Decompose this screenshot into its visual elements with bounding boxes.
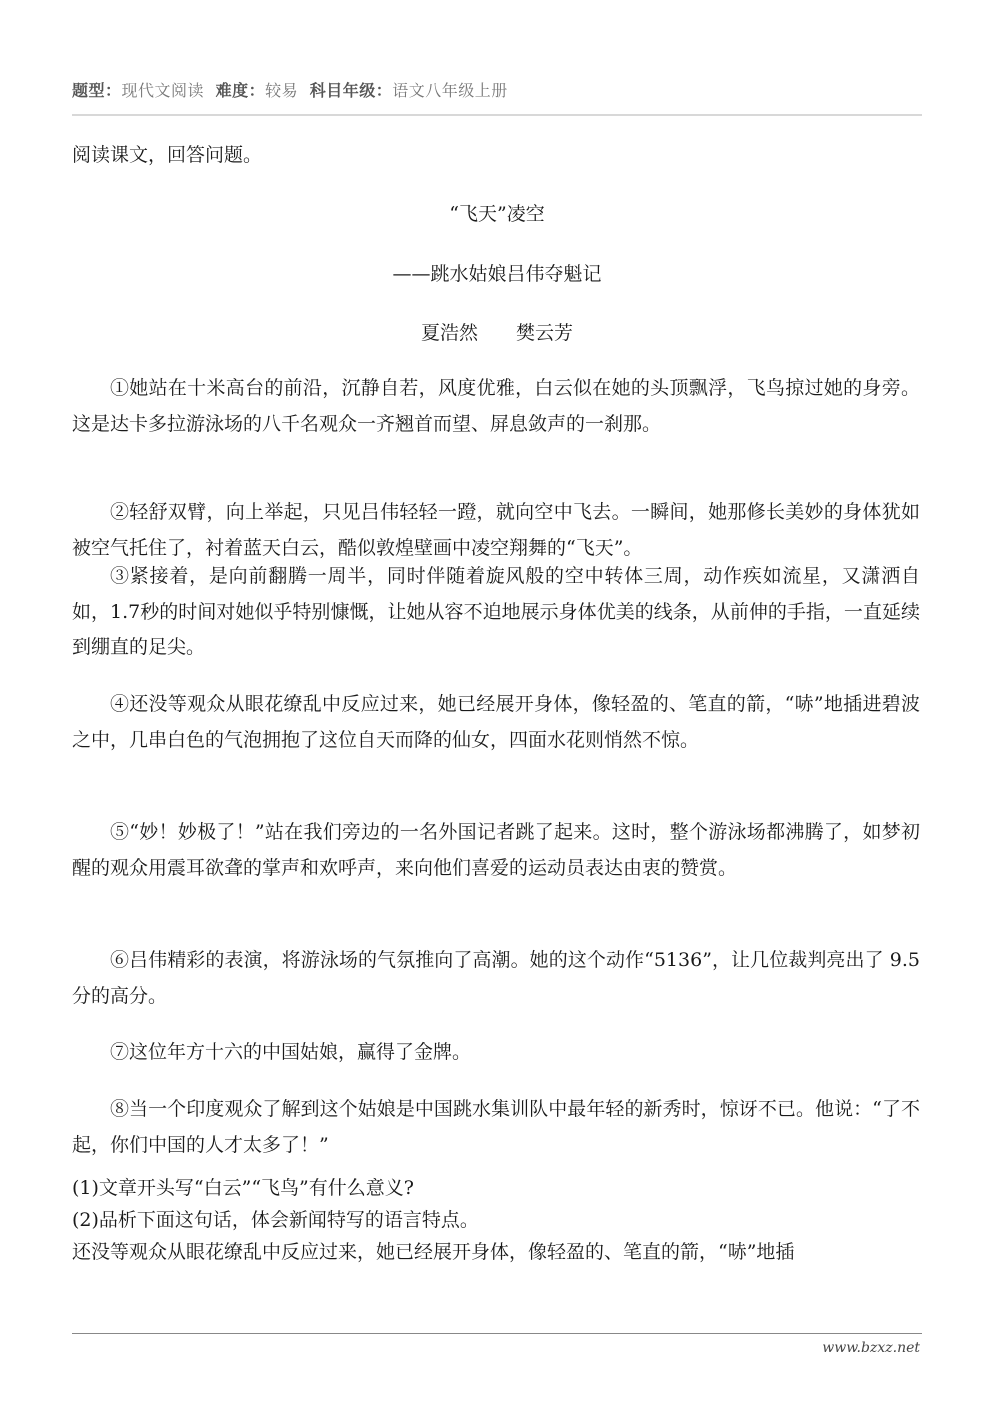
footer-watermark: www.bzxz.net bbox=[822, 1340, 920, 1356]
article-title: “飞天”凌空 bbox=[449, 203, 545, 225]
question-1: (1)文章开头写“白云”“飞鸟”有什么意义? bbox=[72, 1177, 414, 1199]
paragraph-1: ①她站在十米高台的前沿，沉静自若，风度优雅，白云似在她的头顶飘浮，飞鸟掠过她的身旁。这是达卡多拉游泳场的八千名观众一齐翘首而望、屏息敛声的一刹那。 bbox=[72, 377, 920, 435]
question-2-quote: 还没等观众从眼花缭乱中反应过来，她已经展开身体，像轻盈的、笔直的箭，“哧”地插 bbox=[72, 1241, 795, 1263]
paragraph-5: ⑤“妙！妙极了！”站在我们旁边的一名外国记者跳了起来。这时，整个游泳场都沸腾了，如梦初醒的观众用震耳欲聋的掌声和欢呼声，来向他们喜爱的运动员表达由衷的赞赏。 bbox=[72, 821, 920, 879]
difficulty-value: 较易 bbox=[265, 81, 299, 100]
paragraph-4: ④还没等观众从眼花缭乱中反应过来，她已经展开身体，像轻盈的、笔直的箭，“哧”地插进碧波之中，几串白色的气泡拥抱了这位自天而降的仙女，四面水花则悄然不惊。 bbox=[72, 693, 920, 751]
type-label: 题型： bbox=[72, 81, 122, 100]
instruction: 阅读课文，回答问题。 bbox=[72, 144, 263, 166]
question-meta bbox=[72, 78, 508, 101]
paragraph-2: ②轻舒双臂，向上举起，只见吕伟轻轻一蹬，就向空中飞去。一瞬间，她那修长美妙的身体犹如被空气托住了，衬着蓝天白云，酷似敦煌壁画中凌空翔舞的“飞天”。 bbox=[72, 501, 920, 559]
question-2: (2)品析下面这句话，体会新闻特写的语言特点。 bbox=[72, 1209, 479, 1231]
subject-label: 科目年级： bbox=[309, 81, 393, 100]
difficulty-label: 难度： bbox=[215, 81, 266, 100]
paragraph-3: ③紧接着，是向前翻腾一周半，同时伴随着旋风般的空中转体三周，动作疾如流星，又潇洒自如，1.7秒的时间对她似乎特别慷慨，让她从容不迫地展示身体优美的线条，从前伸的手指，一直延续到绷直的足尖。 bbox=[72, 565, 920, 658]
paragraph-6: ⑥吕伟精彩的表演，将游泳场的气氛推向了高潮。她的这个动作“5136”，让几位裁判亮出了 9.5分的高分。 bbox=[72, 949, 920, 1007]
footer-divider bbox=[72, 1333, 922, 1334]
paragraph-7: ⑦这位年方十六的中国姑娘，赢得了金牌。 bbox=[110, 1041, 472, 1063]
article-subtitle: ——跳水姑娘吕伟夺魁记 bbox=[392, 263, 602, 285]
subject-value: 语文八年级上册 bbox=[392, 81, 508, 100]
header-divider bbox=[72, 114, 922, 116]
paragraph-8: ⑧当一个印度观众了解到这个姑娘是中国跳水集训队中最年轻的新秀时，惊讶不已。他说：“了不起，你们中国的人才太多了！” bbox=[72, 1098, 920, 1156]
type-value: 现代文阅读 bbox=[121, 81, 205, 100]
article-authors: 夏浩然 樊云芳 bbox=[420, 322, 573, 344]
